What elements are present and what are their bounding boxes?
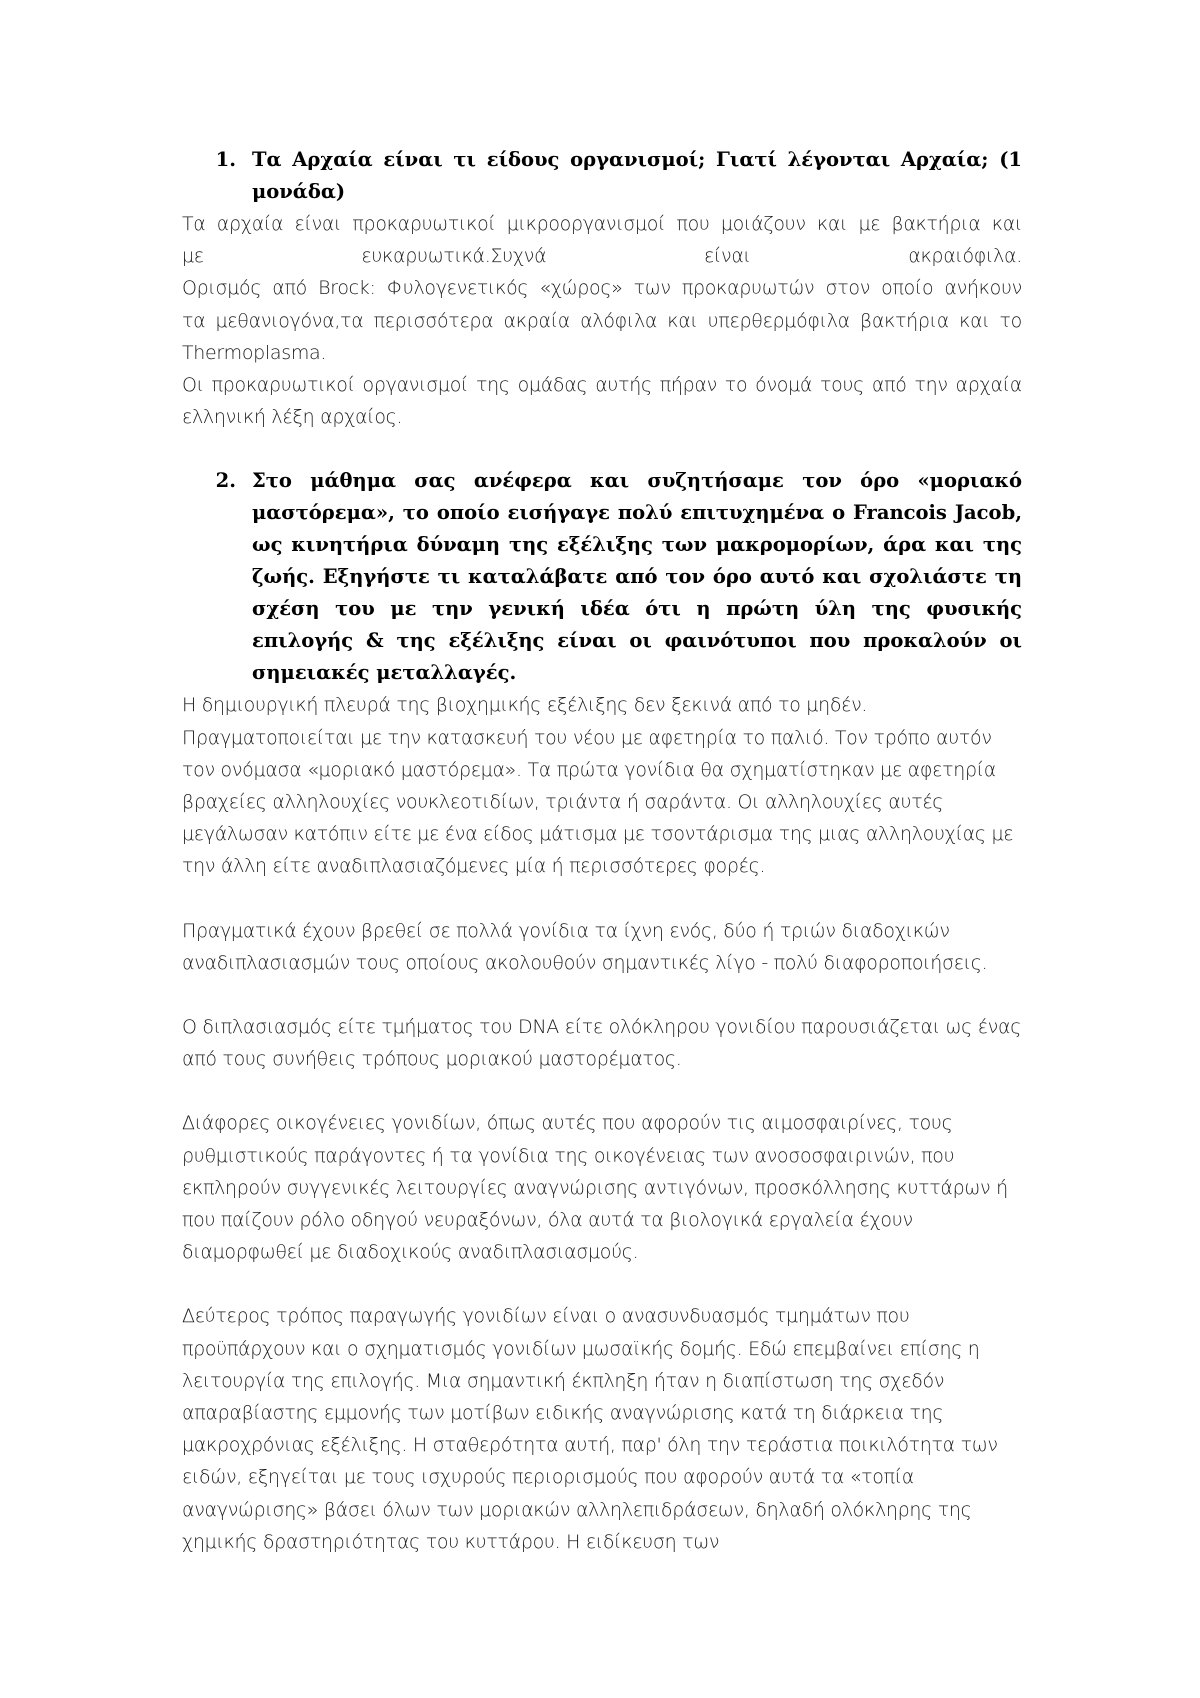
question-1-text: Τα Αρχαία είναι τι είδους οργανισμοί; Γιατί λέγονται Αρχαία; (1 μονάδα) bbox=[252, 148, 1022, 203]
question-2-number: 2. bbox=[215, 469, 236, 493]
answer-1-line: τα μεθανιογόνα,τα περισσότερα ακραία αλόφιλα και υπερθερμόφιλα βακτήρια και το bbox=[182, 309, 1022, 332]
answer-1 bbox=[182, 208, 1022, 433]
answer-1-line: με ευκαρυωτικά.Συχνά είναι ακραιόφιλα. bbox=[182, 245, 1022, 268]
answer-1-line: ελληνική λέξη αρχαίος. bbox=[182, 406, 403, 429]
spacer bbox=[182, 1268, 1022, 1300]
question-2 bbox=[182, 465, 1022, 689]
question-1-number: 1. bbox=[215, 148, 236, 171]
question-2-text: Στο μάθημα σας ανέφερα και συζητήσαμε τον όρο «μοριακό μαστόρεμα», το οποίο εισήγαγε πολύ επιτυχημένα ο Francois Jacob, ως κινητήρια δύναμη της εξέλιξης των μακρομορίων, άρα και της ζωής. Εξηγήστε τι καταλάβατε από τον όρο αυτό και σχολιάστε τη σχέση του με την γενική ιδέα ότι η πρώτη ύλη της φυσικής επιλογής & της εξέλιξης είναι οι φαινότυποι που προκαλούν οι σημειακές μεταλλαγές. bbox=[252, 469, 1022, 685]
answer-1-line: Ορισμός από Brock: Φυλογενετικός «χώρος» των προκαρυωτών στον οποίο ανήκουν bbox=[182, 277, 1022, 300]
answer-2-paragraph: Η δημιουργική πλευρά της βιοχημικής εξέλιξης δεν ξεκινά από το μηδέν. Πραγματοποιείται με την κατασκευή του νέου με αφετηρία το παλιό. Τον τρόπο αυτόν τον ονόμασα «μοριακό μαστόρεμα». Τα πρώτα γονίδια θα σχηματίστηκαν με αφετηρία βραχείες αλληλουχίες νουκλεοτιδίων, τριάντα ή σαράντα. Οι αλληλουχίες αυτές μεγάλωσαν κατόπιν είτε με ένα είδος μάτισμα με τσοντάρισμα της μιας αλληλουχίας με την άλλη είτε αναδιπλασιαζόμενες μία ή περισσότερες φορές. bbox=[182, 694, 1014, 878]
question-1 bbox=[182, 144, 1022, 208]
answer-2-paragraph: Διάφορες οικογένειες γονιδίων, όπως αυτές που αφορούν τις αιμοσφαιρίνες, τους ρυθμιστικούς παράγοντες ή τα γονίδια της οικογένειας των ανοσοσφαιρινών, που εκπληρούν συγγενικές λειτουργίες αναγνώρισης αντιγόνων, προσκόλλησης κυττάρων ή που παίζουν ρόλο οδηγού νευραξόνων, όλα αυτά τα βιολογικά εργαλεία έχουν διαμορφωθεί με διαδοχικούς αναδιπλασιασμούς. bbox=[182, 1112, 1008, 1264]
spacer bbox=[182, 883, 1022, 915]
spacer bbox=[182, 433, 1022, 465]
answer-2-paragraph: Ο διπλασιασμός είτε τμήματος του DNA είτε ολόκληρου γονιδίου παρουσιάζεται ως ένας από τους συνήθεις τρόπους μοριακού μαστορέματος. bbox=[182, 1016, 1022, 1071]
spacer bbox=[182, 1075, 1022, 1107]
answer-2-paragraph: Δεύτερος τρόπος παραγωγής γονιδίων είναι ο ανασυνδυασμός τμημάτων που προϋπάρχουν και ο σχηματισμός γονιδίων μωσαϊκής δομής. Εδώ επεμβαίνει επίσης η λειτουργία της επιλογής. Μια σημαντική έκπληξη ήταν η διαπίστωση της σχεδόν απαραβίαστης εμμονής των μοτίβων ειδικής αναγνώρισης κατά τη διάρκεια της μακροχρόνιας εξέλιξης. Η σταθερότητα αυτή, παρ' όλη την τεράστια ποικιλότητα των ειδών, εξηγείται με τους ισχυρούς περιορισμούς που αφορούν αυτά τα «τοπία αναγνώρισης» βάσει όλων των μοριακών αλληλεπιδράσεων, δηλαδή ολόκληρης της χημικής δραστηριότητας του κυττάρου. Η ειδίκευση των bbox=[182, 1305, 998, 1553]
answer-1-line: Thermoplasma. bbox=[182, 341, 327, 364]
answer-1-line: Οι προκαρυωτικοί οργανισμοί της ομάδας αυτής πήραν το όνομά τους από την αρχαία bbox=[182, 374, 1022, 397]
document-body bbox=[182, 144, 1022, 1558]
answer-2-paragraph: Πραγματικά έχουν βρεθεί σε πολλά γονίδια τα ίχνη ενός, δύο ή τριών διαδοχικών αναδιπλασιασμών τους οποίους ακολουθούν σημαντικές λίγο - πολύ διαφοροποιήσεις. bbox=[182, 919, 988, 974]
spacer bbox=[182, 979, 1022, 1011]
answer-1-line: Τα αρχαία είναι προκαρυωτικοί μικροοργανισμοί που μοιάζουν και με βακτήρια και bbox=[182, 213, 1022, 235]
